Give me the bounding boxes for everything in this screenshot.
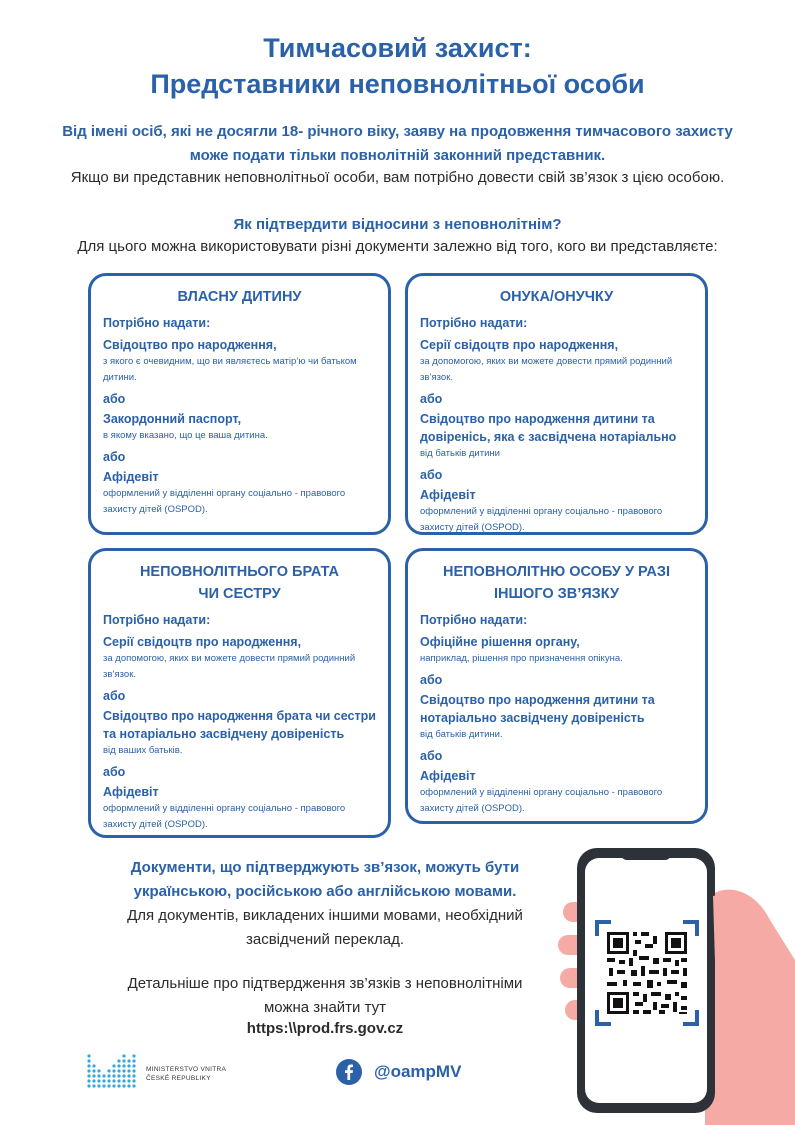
document-note: за допомогою, яких ви можете довести прямий родинний зв’язок. xyxy=(420,356,673,383)
document-name: Афідевіт xyxy=(103,470,159,484)
info-link[interactable]: https:\\prod.frs.gov.cz xyxy=(246,1020,404,1037)
required-label: Потрібно надати: xyxy=(103,613,211,627)
document-name: Афідевіт xyxy=(420,488,476,502)
card-grandchild xyxy=(405,273,708,535)
translation-note xyxy=(95,904,555,952)
facebook-handle: @oampMV xyxy=(374,1062,462,1081)
document-name: Серії свідоцтв про народження, xyxy=(103,635,302,649)
required-label: Потрібно надати: xyxy=(103,316,211,330)
title-line-2: Представники неповнолітньої особи xyxy=(150,69,645,99)
required-label: Потрібно надати: xyxy=(420,316,528,330)
card-title-line-2: ЧИ СЕСТРУ xyxy=(198,586,281,602)
or-separator: або xyxy=(103,392,126,406)
document-note: наприклад, рішення про призначення опікуна. xyxy=(420,653,623,664)
question-text: Для цього можна використовувати різні документи залежно від того, кого ви представляєте: xyxy=(77,238,718,255)
more-info-text xyxy=(95,972,555,1020)
card-title: ОНУКА/ОНУЧКУ xyxy=(499,289,614,305)
phone-screen xyxy=(585,858,707,1103)
languages-highlight xyxy=(95,856,555,904)
document-name: Свідоцтво про народження дитини та довіренісь, яка є засвідчена нотаріально xyxy=(420,412,677,444)
intro-bold-line-1: Від імені осіб, які не досягли 18- річного віку, заяву на продовження тимчасового захисту xyxy=(62,123,733,140)
document-name: Афідевіт xyxy=(103,785,159,799)
document-note: оформлений у відділенні органу соціально - правового захисту дітей (OSPOD). xyxy=(420,506,663,533)
document-note: від ваших батьків. xyxy=(103,745,183,756)
document-note: від батьків дитини. xyxy=(420,729,503,740)
translation-line-2: засвідчений переклад. xyxy=(245,931,405,948)
page-title xyxy=(0,30,795,102)
intro-text: Якщо ви представник неповнолітньої особи, вам потрібно довести свій зв’язок з цією особою. xyxy=(70,169,725,186)
card-title-line-1: НЕПОВНОЛІТНЬОГО БРАТА xyxy=(139,564,340,580)
phone-notch-icon xyxy=(621,848,671,860)
languages-bold-line-1: Документи, що підтверджують зв’язок, можуть бути xyxy=(130,859,520,876)
card-title xyxy=(420,561,693,605)
document-note: за допомогою, яких ви можете довести прямий родинний зв’язок. xyxy=(103,653,356,680)
document-note: оформлений у відділенні органу соціально - правового захисту дітей (OSPOD). xyxy=(103,803,346,830)
or-separator: або xyxy=(420,392,443,406)
card-other-relation xyxy=(405,548,708,824)
or-separator: або xyxy=(420,749,443,763)
card-minor-sibling xyxy=(88,548,391,838)
thumb-icon xyxy=(713,895,741,970)
or-separator: або xyxy=(420,673,443,687)
ministry-line-1: MINISTERSTVO VNITRA xyxy=(146,1066,227,1073)
required-label: Потрібно надати: xyxy=(420,613,528,627)
or-separator: або xyxy=(103,450,126,464)
or-separator: або xyxy=(420,468,443,482)
document-name: Офіційне рішення органу, xyxy=(420,635,580,649)
ministry-line-2: ČESKÉ REPUBLIKY xyxy=(146,1075,211,1082)
card-title: ВЛАСНУ ДИТИНУ xyxy=(177,289,302,305)
title-line-1: Тимчасовий захист: xyxy=(263,33,532,63)
question-heading: Як підтвердити відносини з неповнолітнім? xyxy=(233,216,562,233)
card-title xyxy=(103,561,376,605)
ministry-logo xyxy=(86,1050,256,1092)
ministry-name xyxy=(146,1065,226,1083)
card-title-line-1: НЕПОВНОЛІТНЮ ОСОБУ У РАЗІ xyxy=(442,564,671,580)
document-name: Свідоцтво про народження дитини та нотаріально засвідчену довіреність xyxy=(420,693,655,725)
document-name: Свідоцтво про народження брата чи сестри та нотаріально засвідчену довіреність xyxy=(103,709,376,741)
or-separator: або xyxy=(103,689,126,703)
translation-line-1: Для документів, викладених іншими мовами, необхідний xyxy=(127,907,523,924)
facebook-icon xyxy=(336,1059,362,1085)
document-note: оформлений у відділенні органу соціально - правового захисту дітей (OSPOD). xyxy=(420,787,663,814)
card-own-child xyxy=(88,273,391,535)
facebook-link[interactable] xyxy=(336,1059,536,1087)
intro-highlight xyxy=(30,120,765,168)
document-name: Закордонний паспорт, xyxy=(103,412,242,426)
document-name: Свідоцтво про народження, xyxy=(103,338,277,352)
document-note: з якого є очевидним, що ви являєтесь матір’ю чи батьком дитини. xyxy=(103,356,357,383)
more-info-line-2: можна знайти тут xyxy=(263,999,387,1016)
ministry-dots-icon xyxy=(86,1050,142,1092)
document-name: Серії свідоцтв про народження, xyxy=(420,338,619,352)
document-note: оформлений у відділенні органу соціально - правового захисту дітей (OSPOD). xyxy=(103,488,346,515)
document-note: від батьків дитини xyxy=(420,448,500,459)
languages-bold-line-2: українською, російською або англійською мовами. xyxy=(133,883,517,900)
or-separator: або xyxy=(103,765,126,779)
more-info-line-1: Детальніше про підтвердження зв’язків з неповнолітніми xyxy=(127,975,523,992)
document-name: Афідевіт xyxy=(420,769,476,783)
intro-bold-line-2: може подати тільки повнолітній законний представник. xyxy=(189,147,606,164)
phone-illustration xyxy=(555,840,795,1125)
card-title-line-2: ІНШОГО ЗВ’ЯЗКУ xyxy=(493,586,619,602)
document-note: в якому вказано, що це ваша дитина. xyxy=(103,430,268,441)
